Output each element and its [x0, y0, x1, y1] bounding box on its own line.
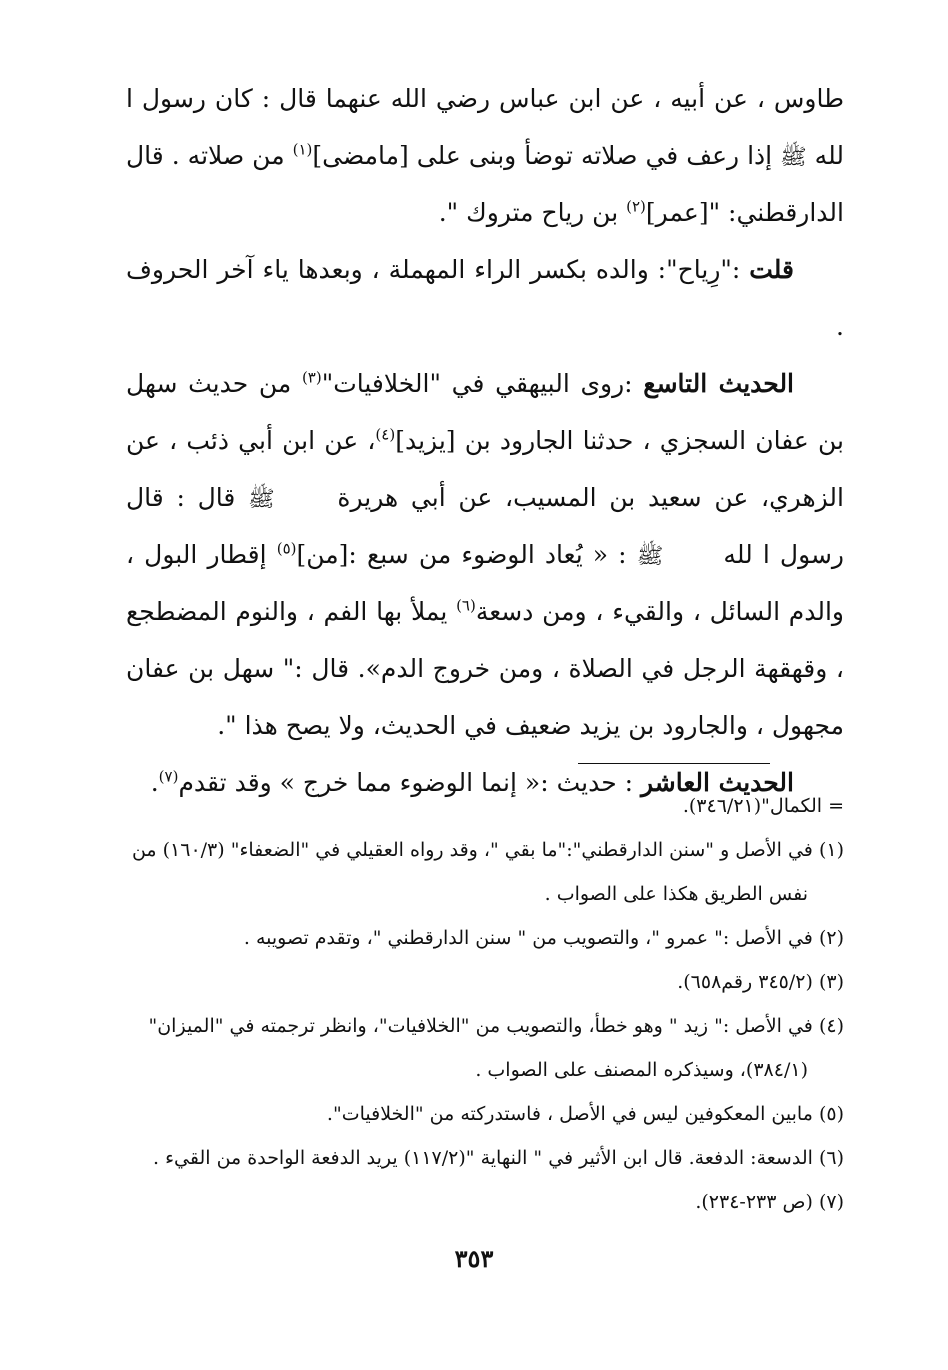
hadith-heading: الحديث التاسع: [643, 369, 795, 398]
footnote-text: الدسعة: الدفعة. قال ابن الأثير في " النهاية "(١١٧/٢) يريد الدفعة الواحدة من القيء .: [153, 1147, 813, 1169]
hadith-heading: قلت: [749, 255, 794, 284]
footnote: [128, 1004, 844, 1092]
footnote-ref: (١): [292, 140, 313, 159]
footnote-label: (٦): [818, 1147, 844, 1169]
footnote-separator: [578, 763, 770, 764]
body-paragraph: [126, 241, 844, 355]
footnote-label: (٢): [818, 927, 844, 949]
footnote-continuation: نفس الطريق هكذا على الصواب .: [544, 883, 808, 905]
text-run: من حديث سهل بن عفان السجزي ، حدثنا الجارود بن [يزيد]: [126, 369, 844, 455]
text-run: :"رِياح": والده بكسر الراء المهملة ، وبعدها ياء آخر الحروف .: [126, 255, 844, 341]
salawat-icon: ﷺ: [636, 544, 664, 569]
footnote-continuation: (٣٨٤/١)، وسيذكره المصنف على الصواب .: [475, 1059, 808, 1081]
body-paragraph: [126, 70, 844, 241]
footnote-label: (٥): [818, 1103, 844, 1125]
text-run: ، عن ابن أبي ذئب ، عن الزهري، عن سعيد بن المسيب، عن أبي هريرة: [126, 426, 844, 512]
footnote-label: (٤): [818, 1015, 844, 1037]
footnote-text: (ص ٢٣٣-٢٣٤).: [695, 1191, 813, 1213]
footnote-text: في الأصل :" زيد " وهو خطأ، والتصويب من "الخلافيات"، وانظر ترجمته في "الميزان": [148, 1015, 813, 1037]
footnotes: [128, 784, 844, 1224]
footnote-text: (٣٤٥/٢ رقم٦٥٨).: [677, 971, 813, 993]
footnote-label: (٣): [818, 971, 844, 993]
text-run: : « يُعاد الوضوء من سبع :[من]: [296, 540, 637, 569]
footnote-ref: (٣): [301, 368, 322, 387]
body-paragraph: [126, 355, 844, 754]
footnote-ref: (٤): [375, 425, 396, 444]
footnote: [128, 1136, 844, 1180]
text-run: بن رياح متروك ".: [438, 198, 627, 227]
text-run: من صلاته . قال الدارقطني: "[عمر]: [126, 141, 844, 227]
text-run: إذا رعف في صلاته توضأ وبنى على [مامضى]: [312, 141, 781, 170]
salawat-icon: ﷺ: [780, 145, 807, 170]
footnote-ref: (٦): [456, 596, 476, 615]
footnote: [128, 784, 844, 828]
text-run: : حديث :« إنما الوضوء مما خرج » وقد تقدم: [178, 768, 641, 797]
text-run: يملأ بها الفم ، والنوم المضطجع ، وقهقهة الرجل في الصلاة ، ومن خروج الدم». قال :" سهل بن عفان مجهول ، والجارود بن يزيد ضعيف في الحديث، ولا يصح هذا ".: [126, 597, 844, 740]
footnote-text: في الأصل و "سنن الدارقطني":"ما بقي "، وقد رواه العقيلي في "الضعفاء" (١٦٠/٣) من: [131, 839, 813, 861]
page-number: ٣٥٣: [454, 1244, 494, 1273]
footnote-text: مابين المعكوفين ليس في الأصل ، فاستدركته من "الخلافيات".: [326, 1103, 813, 1125]
footnote-label: (١): [818, 839, 844, 861]
text-run: إقطار البول ، والدم السائل ، والقيء ، ومن دسعة: [126, 540, 844, 626]
footnote: [128, 916, 844, 960]
footnote-text: الكمال"(٣٤٦/٢١).: [682, 795, 823, 817]
footnote: [128, 1092, 844, 1136]
main-text: [126, 70, 844, 811]
text-run: طاوس ، عن أبيه ، عن ابن عباس رضي الله عنهما قال : كان رسول ا لله: [126, 84, 844, 170]
text-run: :روى البيهقي في "الخلافيات": [321, 369, 644, 398]
text-run: قال : قال رسول ا لله: [126, 483, 844, 569]
text-run: .: [150, 768, 159, 797]
footnote: [128, 960, 844, 1004]
footnote: [128, 828, 844, 916]
footnote: [128, 1180, 844, 1224]
hadith-heading: الحديث العاشر: [640, 768, 794, 797]
footnote-text: في الأصل :" عمرو "، والتصويب من " سنن الدارقطني "، وتقدم تصويبه .: [243, 927, 813, 949]
footnote-label: =: [828, 795, 844, 817]
footnote-ref: (٧): [158, 767, 179, 786]
footnote-ref: (٥): [276, 539, 297, 558]
footnote-label: (٧): [818, 1191, 844, 1213]
radiyallahu-icon: ﷺ: [248, 487, 275, 512]
footnote-ref: (٢): [626, 197, 646, 216]
